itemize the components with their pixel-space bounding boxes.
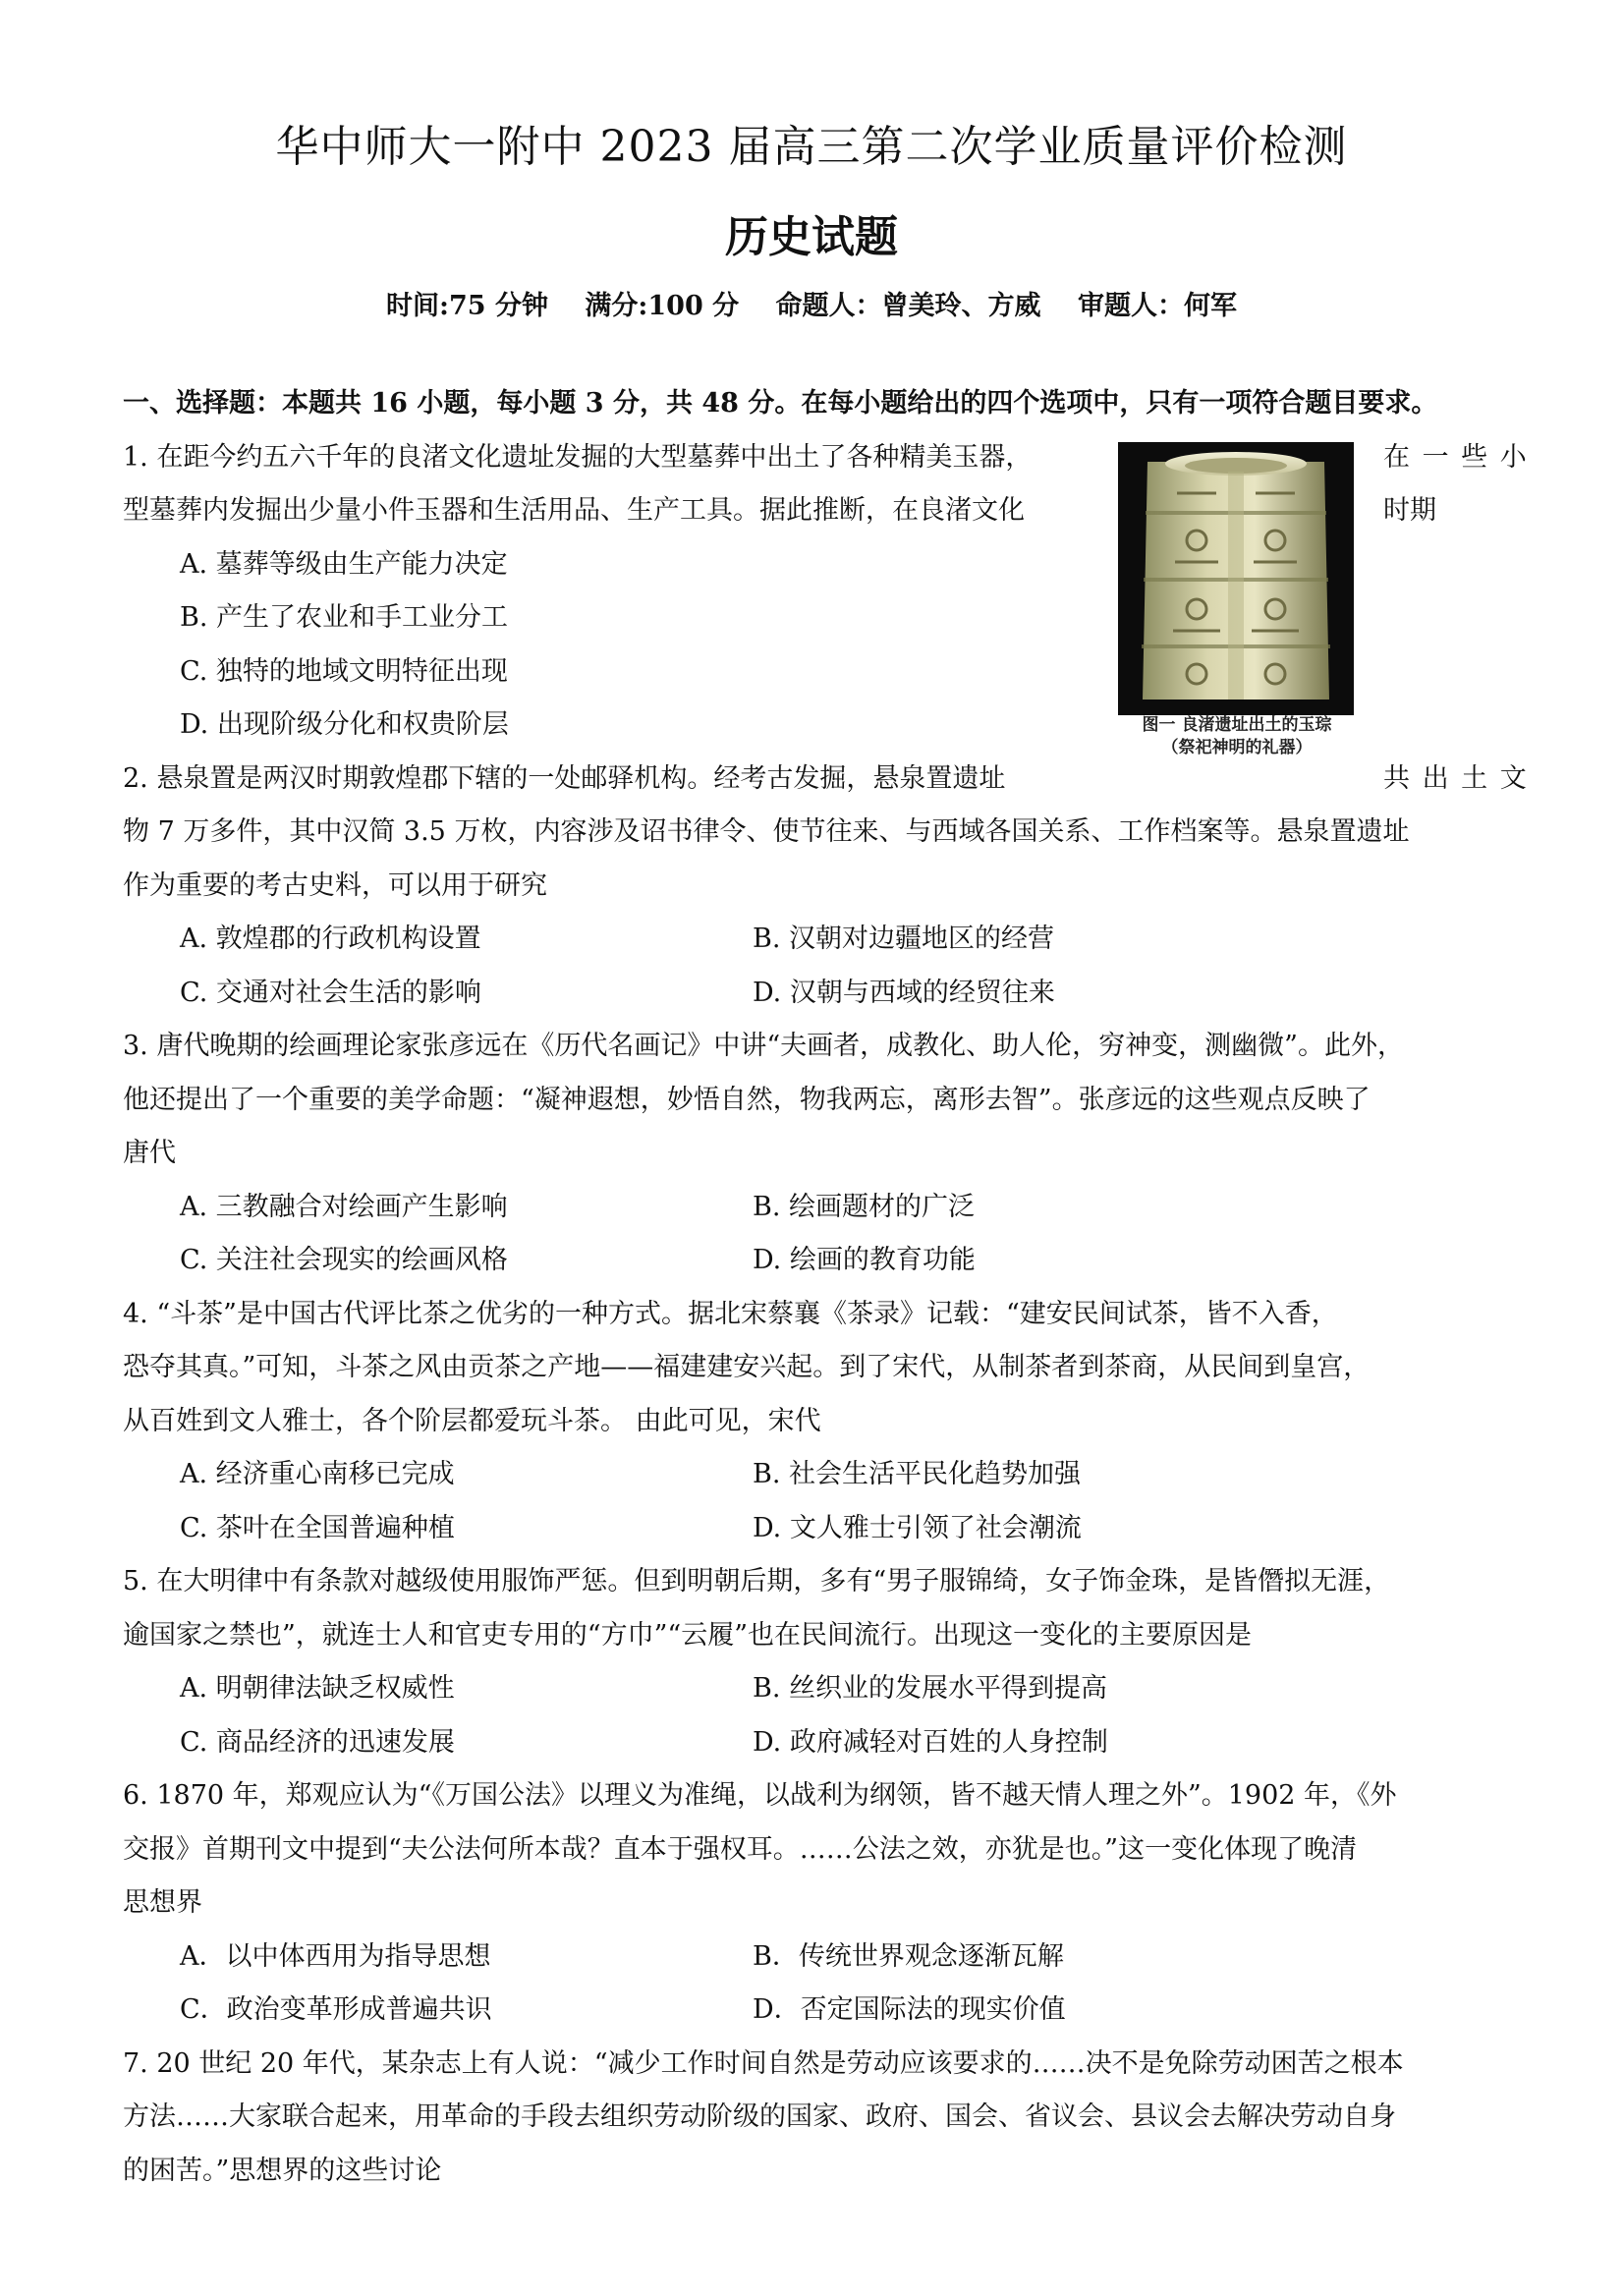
exam-body bbox=[123, 377, 1529, 2198]
question-7-line1: 7. 20 世纪 20 年代，某杂志上有人说：“减少工作时间自然是劳动应该要求的……决不是免除劳动困苦之根本 bbox=[123, 2047, 1404, 2079]
question-1-line2 bbox=[123, 484, 1513, 538]
question-5-line2: 逾国家之禁也”，就连士人和官吏专用的“方巾”“云履”也在民间流行。出现这一变化的主要原因是 bbox=[123, 1619, 1253, 1651]
question-6-line2: 交报》首期刊文中提到“夫公法何所本哉？直本于强权耳。……公法之效，亦犹是也。”这一变化体现了晚清 bbox=[123, 1833, 1358, 1865]
question-5-option-a[interactable]: A. 明朝律法缺乏权威性 bbox=[180, 1673, 455, 1704]
question-2-options-row1 bbox=[123, 913, 1513, 967]
question-1-tail: 在 一 些 小 bbox=[1383, 441, 1529, 473]
question-4-option-b[interactable]: B. 社会生活平民化趋势加强 bbox=[753, 1459, 1082, 1489]
question-3-option-c[interactable]: C. 关注社会现实的绘画风格 bbox=[180, 1245, 508, 1275]
question-3-option-a[interactable]: A. 三教融合对绘画产生影响 bbox=[180, 1191, 508, 1222]
question-1-tail-2: 时期 bbox=[1383, 495, 1436, 526]
question-3-options-row2 bbox=[123, 1234, 1513, 1288]
question-4-line1: 4. “斗茶”是中国古代评比茶之优劣的一种方式。据北宋蔡襄《茶录》记载：“建安民间试茶，皆不入香， bbox=[123, 1298, 1338, 1329]
question-2-option-a[interactable]: A. 敦煌郡的行政机构设置 bbox=[180, 924, 481, 954]
exam-score: 满分:100 分 bbox=[585, 291, 740, 321]
question-1-option-b[interactable]: B. 产生了农业和手工业分工 bbox=[180, 602, 509, 633]
question-2-option-b[interactable]: B. 汉朝对边疆地区的经营 bbox=[753, 924, 1055, 954]
question-3-line1: 3. 唐代晚期的绘画理论家张彦远在《历代名画记》中讲“夫画者，成教化、助人伦，穷神变，测幽微”。此外， bbox=[123, 1031, 1404, 1061]
figure-caption-line2: （祭祀神明的礼器） bbox=[1161, 738, 1313, 757]
question-2-text: 2. 悬泉置是两汉时期敦煌郡下辖的一处邮驿机构。经考古发掘，悬泉置遗址 bbox=[123, 762, 1006, 794]
question-6-option-d[interactable]: D．否定国际法的现实价值 bbox=[753, 1994, 1066, 2025]
question-5-line1: 5. 在大明律中有条款对越级使用服饰严惩。但到明朝后期，多有“男子服锦绮，女子饰金珠，是皆僭拟无涯， bbox=[123, 1566, 1391, 1596]
question-5-option-c[interactable]: C. 商品经济的迅速发展 bbox=[180, 1726, 455, 1758]
question-1-option-c[interactable]: C. 独特的地域文明特征出现 bbox=[180, 655, 508, 687]
question-5-option-b[interactable]: B. 丝织业的发展水平得到提高 bbox=[753, 1673, 1108, 1704]
question-3-options-row1 bbox=[123, 1181, 1513, 1235]
question-2-option-c[interactable]: C. 交通对社会生活的影响 bbox=[180, 977, 481, 1008]
question-2-line1 bbox=[123, 753, 1529, 807]
page-title: 华中师大一附中 2023 届高三第二次学业质量评价检测 bbox=[275, 122, 1348, 172]
question-3-line3: 唐代 bbox=[123, 1138, 176, 1168]
question-3-option-d[interactable]: D. 绘画的教育功能 bbox=[753, 1245, 976, 1275]
question-6-option-a[interactable]: A．以中体西用为指导思想 bbox=[180, 1940, 491, 1972]
question-6-options-row1 bbox=[123, 1931, 1513, 1985]
question-4-options-row2 bbox=[123, 1502, 1513, 1556]
exam-authors: 命题人：曾美玲、方威 bbox=[775, 291, 1041, 321]
question-4-line2: 恐夺其真。”可知，斗茶之风由贡茶之产地——福建建安兴起。到了宋代，从制茶者到茶商，从民间到皇宫， bbox=[123, 1352, 1371, 1382]
exam-meta bbox=[0, 287, 1623, 326]
question-5-options-row2 bbox=[123, 1716, 1513, 1770]
question-6-line3: 思想界 bbox=[123, 1887, 202, 1918]
question-2-line3: 作为重要的考古史料，可以用于研究 bbox=[123, 869, 547, 901]
section-heading: 一、选择题：本题共 16 小题，每小题 3 分，共 48 分。在每小题给出的四个选项中，只有一项符合题目要求。 bbox=[123, 388, 1438, 419]
question-1-text: 1. 在距今约五六千年的良渚文化遗址发掘的大型墓葬中出土了各种精美玉器， bbox=[123, 441, 1033, 473]
question-3-line2: 他还提出了一个重要的美学命题：“凝神遐想，妙悟自然，物我两忘，离形去智”。张彦远的这些观点反映了 bbox=[123, 1084, 1371, 1115]
question-6-line1: 6. 1870 年，郑观应认为“《万国公法》以理义为准绳，以战利为纲领，皆不越天情人理之外”。1902 年，《外 bbox=[123, 1780, 1397, 1811]
question-4-option-c[interactable]: C. 茶叶在全国普遍种植 bbox=[180, 1512, 455, 1543]
question-1-option-d[interactable]: D. 出现阶级分化和权贵阶层 bbox=[180, 709, 509, 740]
question-2-options-row2 bbox=[123, 967, 1513, 1021]
question-4-line3: 从百姓到文人雅士，各个阶层都爱玩斗茶。 由此可见，宋代 bbox=[123, 1405, 821, 1436]
figure-caption-line1: 图一 良渚遗址出土的玉琮 bbox=[1142, 715, 1332, 735]
question-4-option-d[interactable]: D. 文人雅士引领了社会潮流 bbox=[753, 1512, 1082, 1543]
question-4-option-a[interactable]: A. 经济重心南移已完成 bbox=[180, 1459, 455, 1489]
question-2-line2: 物 7 万多件，其中汉简 3.5 万枚，内容涉及诏书律令、使节往来、与西域各国关系、工作档案等。悬泉置遗址 bbox=[123, 816, 1410, 847]
question-7-line3: 的困苦。”思想界的这些讨论 bbox=[123, 2155, 442, 2186]
exam-time: 时间:75 分钟 bbox=[386, 291, 548, 321]
question-3-option-b[interactable]: B. 绘画题材的广泛 bbox=[753, 1191, 976, 1222]
exam-reviewer: 审题人：何军 bbox=[1077, 291, 1237, 321]
question-2-tail: 共 出 土 文 bbox=[1383, 762, 1529, 794]
question-7-line2: 方法……大家联合起来，用革命的手段去组织劳动阶级的国家、政府、国会、省议会、县议会去解决劳动自身 bbox=[123, 2101, 1396, 2132]
question-5-options-row1 bbox=[123, 1662, 1513, 1716]
question-1-option-a[interactable]: A. 墓葬等级由生产能力决定 bbox=[180, 548, 508, 580]
question-6-options-row2 bbox=[123, 1984, 1513, 2038]
question-6-option-b[interactable]: B．传统世界观念逐渐瓦解 bbox=[753, 1940, 1064, 1972]
question-4-options-row1 bbox=[123, 1448, 1513, 1502]
question-1-line1 bbox=[123, 431, 1529, 485]
page-subtitle: 历史试题 bbox=[725, 212, 898, 262]
question-6-option-c[interactable]: C．政治变革形成普遍共识 bbox=[180, 1994, 492, 2025]
question-1-text-2: 型墓葬内发掘出少量小件玉器和生活用品、生产工具。据此推断，在良渚文化 bbox=[123, 495, 1025, 526]
question-2-option-d[interactable]: D. 汉朝与西域的经贸往来 bbox=[753, 977, 1055, 1008]
question-5-option-d[interactable]: D. 政府减轻对百姓的人身控制 bbox=[753, 1726, 1108, 1758]
